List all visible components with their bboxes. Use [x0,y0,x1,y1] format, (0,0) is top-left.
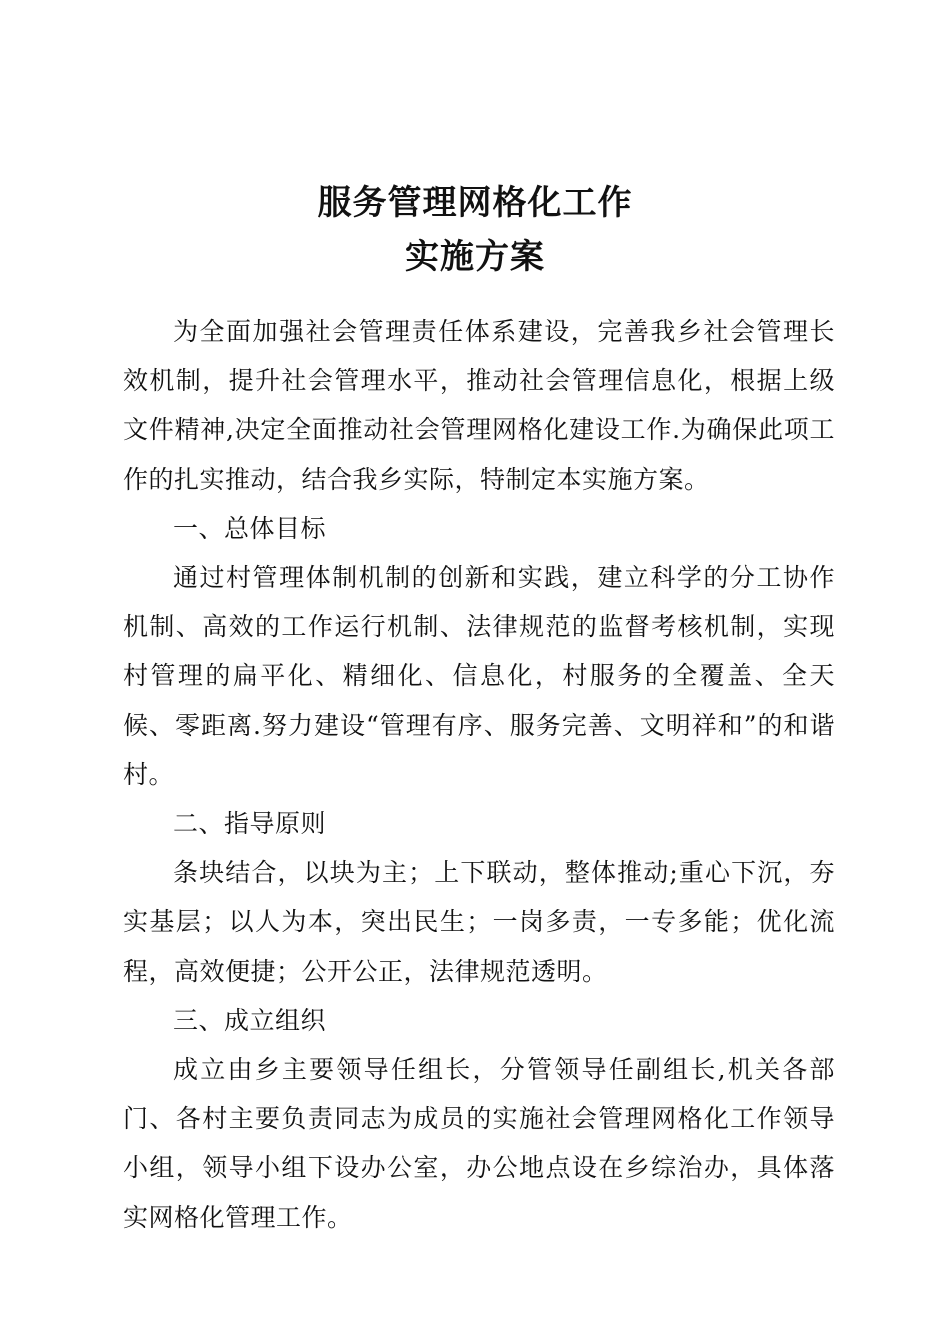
section-heading-overall-goal: 一、总体目标 [173,513,327,543]
section-body-organization: 成立由乡主要领导任组长，分管领导任副组长,机关各部门、各村主要负责同志为成员的实施社会管理网格化工作领导小组，领导小组下设办公室，办公地点设在乡综治办，具体落实网格化管理工作。 [123,1055,835,1232]
section-heading-organization: 三、成立组织 [173,1005,327,1035]
section-body-overall-goal: 通过村管理体制机制的创新和实践，建立科学的分工协作机制、高效的工作运行机制、法律规范的监督考核机制，实现村管理的扁平化、精细化、信息化，村服务的全覆盖、全天候、零距离.努力建设“管理有序、服务完善、文明祥和”的和谐村。 [123,563,835,789]
section-body-guiding-principles: 条块结合，以块为主；上下联动，整体推动;重心下沉，夯实基层；以人为本，突出民生；一岗多责，一专多能；优化流程，高效便捷；公开公正，法律规范透明。 [123,858,835,986]
title-line-1: 服务管理网格化工作 [317,183,633,223]
document-title [0,176,950,284]
document-body [123,307,835,1242]
intro-paragraph: 为全面加强社会管理责任体系建设，完善我乡社会管理长效机制，提升社会管理水平，推动社会管理信息化，根据上级文件精神,决定全面推动社会管理网格化建设工作.为确保此项工作的扎实推动，结合我乡实际，特制定本实施方案。 [123,317,835,494]
title-line-2: 实施方案 [405,237,545,277]
section-heading-guiding-principles: 二、指导原则 [173,809,327,839]
